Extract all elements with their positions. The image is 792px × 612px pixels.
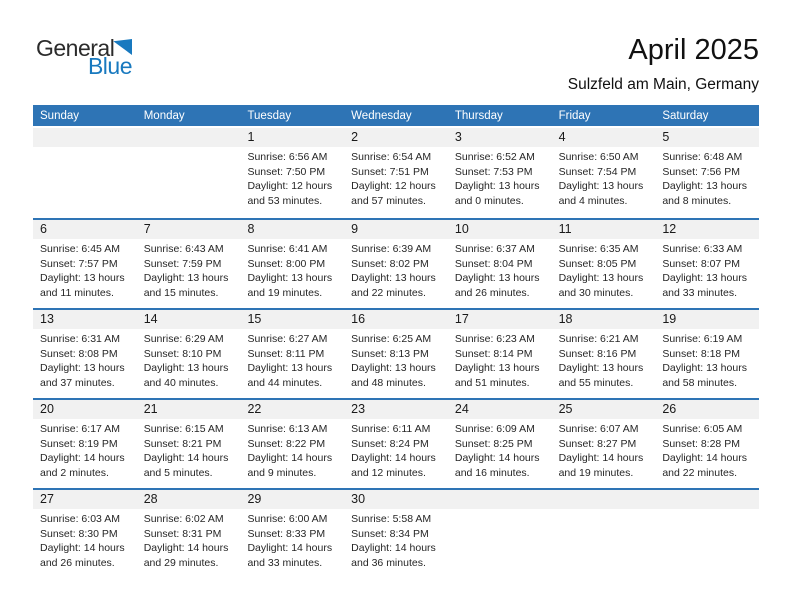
day-cell-20 (33, 400, 137, 488)
day-info (33, 147, 137, 150)
day-sunset-text: Sunset: 8:27 PM (558, 437, 637, 450)
day-cell-3 (448, 128, 552, 218)
day-daylight-text: Daylight: 13 hours and 22 minutes. (351, 272, 436, 299)
day-sunset-text: Sunset: 8:31 PM (143, 527, 222, 540)
day-sunrise-text: Sunrise: 6:15 AM (143, 423, 224, 435)
day-cell-empty (552, 490, 656, 578)
day-info (137, 419, 241, 480)
day-cell-10 (448, 220, 552, 308)
day-sunrise-text: Sunrise: 6:56 AM (247, 151, 328, 163)
day-sunset-text: Sunset: 8:28 PM (662, 437, 740, 450)
day-sunrise-text: Sunrise: 6:52 AM (454, 151, 535, 163)
day-sunset-text: Sunset: 8:02 PM (351, 257, 429, 270)
day-sunset-text: Sunset: 7:57 PM (40, 257, 118, 270)
day-sunrise-text: Sunrise: 5:58 AM (351, 513, 432, 525)
day-info (344, 329, 448, 390)
day-number: 30 (344, 490, 448, 509)
day-cell-26 (655, 400, 759, 488)
day-daylight-text: Daylight: 13 hours and 0 minutes. (454, 180, 540, 207)
day-info (240, 509, 344, 570)
day-number: 5 (655, 128, 759, 147)
day-info (655, 147, 759, 208)
day-number: 14 (137, 310, 241, 329)
day-sunset-text: Sunset: 7:56 PM (662, 165, 740, 178)
day-sunset-text: Sunset: 8:05 PM (558, 257, 637, 270)
day-number: 9 (344, 220, 448, 239)
day-cell-15 (240, 310, 344, 398)
day-info (137, 147, 241, 150)
day-daylight-text: Daylight: 13 hours and 11 minutes. (40, 272, 125, 299)
day-number: 12 (655, 220, 759, 239)
day-number: 23 (344, 400, 448, 419)
day-sunset-text: Sunset: 8:24 PM (351, 437, 429, 450)
logo-text-blue: Blue (87, 53, 132, 79)
day-number: 28 (137, 490, 241, 509)
day-sunset-text: Sunset: 7:51 PM (351, 165, 429, 178)
day-info (33, 509, 137, 570)
day-info (240, 419, 344, 480)
day-info (33, 239, 137, 300)
day-daylight-text: Daylight: 14 hours and 19 minutes. (558, 452, 644, 479)
day-info (240, 329, 344, 390)
day-sunrise-text: Sunrise: 6:00 AM (247, 513, 328, 525)
day-sunset-text: Sunset: 8:04 PM (454, 257, 533, 270)
weeks-container (33, 128, 759, 578)
calendar-grid (33, 105, 759, 578)
day-number: 8 (240, 220, 344, 239)
day-cell-empty (655, 490, 759, 578)
day-number: 22 (240, 400, 344, 419)
day-sunrise-text: Sunrise: 6:03 AM (40, 513, 120, 525)
day-sunrise-text: Sunrise: 6:05 AM (662, 423, 743, 435)
day-cell-7 (137, 220, 241, 308)
day-info (344, 509, 448, 570)
day-info (448, 147, 552, 208)
day-number: 2 (344, 128, 448, 147)
day-sunset-text: Sunset: 8:18 PM (662, 347, 740, 360)
day-sunset-text: Sunset: 8:16 PM (558, 347, 637, 360)
day-sunset-text: Sunset: 8:08 PM (40, 347, 118, 360)
day-cell-17 (448, 310, 552, 398)
day-info (552, 147, 656, 208)
day-sunrise-text: Sunrise: 6:54 AM (351, 151, 432, 163)
week-row (33, 128, 759, 218)
day-info (137, 239, 241, 300)
day-sunset-text: Sunset: 8:33 PM (247, 527, 326, 540)
page-subtitle: Sulzfeld am Main, Germany (567, 76, 759, 93)
day-sunset-text: Sunset: 8:34 PM (351, 527, 429, 540)
day-sunset-text: Sunset: 7:54 PM (558, 165, 637, 178)
day-cell-4 (552, 128, 656, 218)
day-info (344, 239, 448, 300)
day-sunset-text: Sunset: 8:13 PM (351, 347, 429, 360)
day-number: 25 (552, 400, 656, 419)
day-sunrise-text: Sunrise: 6:09 AM (454, 423, 535, 435)
day-sunrise-text: Sunrise: 6:33 AM (662, 243, 743, 255)
day-daylight-text: Daylight: 12 hours and 53 minutes. (247, 180, 333, 207)
day-daylight-text: Daylight: 14 hours and 16 minutes. (454, 452, 540, 479)
day-number: 15 (240, 310, 344, 329)
day-number: 29 (240, 490, 344, 509)
day-sunrise-text: Sunrise: 6:27 AM (247, 333, 328, 345)
day-sunrise-text: Sunrise: 6:29 AM (143, 333, 224, 345)
page-title: April 2025 (628, 34, 759, 66)
day-daylight-text: Daylight: 14 hours and 2 minutes. (40, 452, 125, 479)
day-info (137, 329, 241, 390)
day-sunrise-text: Sunrise: 6:21 AM (558, 333, 639, 345)
day-number: 10 (448, 220, 552, 239)
day-daylight-text: Daylight: 13 hours and 26 minutes. (454, 272, 540, 299)
day-number (655, 490, 759, 509)
day-sunset-text: Sunset: 7:50 PM (247, 165, 326, 178)
week-row (33, 308, 759, 398)
day-cell-13 (33, 310, 137, 398)
day-info (655, 329, 759, 390)
day-number: 7 (137, 220, 241, 239)
day-cell-23 (344, 400, 448, 488)
day-number: 1 (240, 128, 344, 147)
day-number: 21 (137, 400, 241, 419)
day-cell-29 (240, 490, 344, 578)
day-cell-5 (655, 128, 759, 218)
day-sunset-text: Sunset: 8:11 PM (247, 347, 325, 360)
day-number: 11 (552, 220, 656, 239)
day-cell-8 (240, 220, 344, 308)
day-sunset-text: Sunset: 8:25 PM (454, 437, 533, 450)
weekday-header-saturday: Saturday (662, 109, 709, 122)
day-number: 6 (33, 220, 137, 239)
day-info (552, 419, 656, 480)
day-number: 13 (33, 310, 137, 329)
day-daylight-text: Daylight: 12 hours and 57 minutes. (351, 180, 436, 207)
day-cell-14 (137, 310, 241, 398)
day-cell-12 (655, 220, 759, 308)
week-row (33, 488, 759, 578)
day-daylight-text: Daylight: 14 hours and 33 minutes. (247, 542, 333, 569)
day-daylight-text: Daylight: 14 hours and 26 minutes. (40, 542, 125, 569)
day-info (137, 509, 241, 570)
day-cell-1 (240, 128, 344, 218)
day-info (448, 329, 552, 390)
weekday-header-sunday: Sunday (40, 109, 80, 122)
weekday-header-wednesday: Wednesday (351, 109, 412, 122)
day-daylight-text: Daylight: 14 hours and 36 minutes. (351, 542, 436, 569)
day-sunset-text: Sunset: 7:53 PM (454, 165, 533, 178)
day-sunrise-text: Sunrise: 6:11 AM (351, 423, 431, 435)
day-number (448, 490, 552, 509)
day-info (344, 147, 448, 208)
week-row (33, 218, 759, 308)
day-info (33, 329, 137, 390)
day-info (552, 329, 656, 390)
day-sunrise-text: Sunrise: 6:23 AM (454, 333, 535, 345)
day-sunrise-text: Sunrise: 6:37 AM (454, 243, 535, 255)
day-cell-19 (655, 310, 759, 398)
day-sunrise-text: Sunrise: 6:13 AM (247, 423, 328, 435)
day-number: 26 (655, 400, 759, 419)
day-sunset-text: Sunset: 8:22 PM (247, 437, 326, 450)
day-cell-9 (344, 220, 448, 308)
day-info (448, 419, 552, 480)
day-cell-2 (344, 128, 448, 218)
day-daylight-text: Daylight: 13 hours and 19 minutes. (247, 272, 333, 299)
day-sunset-text: Sunset: 8:14 PM (454, 347, 533, 360)
day-sunrise-text: Sunrise: 6:02 AM (143, 513, 224, 525)
day-daylight-text: Daylight: 13 hours and 15 minutes. (143, 272, 229, 299)
week-row (33, 398, 759, 488)
logo-text-general: General (36, 35, 115, 61)
day-sunset-text: Sunset: 8:21 PM (143, 437, 222, 450)
day-info (552, 239, 656, 300)
day-number: 24 (448, 400, 552, 419)
day-daylight-text: Daylight: 13 hours and 55 minutes. (558, 362, 644, 389)
day-cell-11 (552, 220, 656, 308)
day-info (344, 419, 448, 480)
day-info (33, 419, 137, 480)
day-cell-empty (137, 128, 241, 218)
day-info (448, 509, 552, 512)
day-sunset-text: Sunset: 8:30 PM (40, 527, 118, 540)
day-info (655, 509, 759, 512)
weekday-header-thursday: Thursday (454, 109, 503, 122)
day-daylight-text: Daylight: 14 hours and 22 minutes. (662, 452, 747, 479)
day-cell-empty (448, 490, 552, 578)
day-cell-16 (344, 310, 448, 398)
day-cell-28 (137, 490, 241, 578)
day-daylight-text: Daylight: 13 hours and 37 minutes. (40, 362, 125, 389)
day-daylight-text: Daylight: 13 hours and 33 minutes. (662, 272, 747, 299)
day-number: 19 (655, 310, 759, 329)
day-number: 3 (448, 128, 552, 147)
day-sunrise-text: Sunrise: 6:25 AM (351, 333, 432, 345)
day-info (240, 239, 344, 300)
day-sunset-text: Sunset: 8:07 PM (662, 257, 740, 270)
day-cell-empty (33, 128, 137, 218)
day-cell-22 (240, 400, 344, 488)
day-number: 18 (552, 310, 656, 329)
day-sunrise-text: Sunrise: 6:19 AM (662, 333, 743, 345)
day-daylight-text: Daylight: 14 hours and 12 minutes. (351, 452, 436, 479)
day-daylight-text: Daylight: 14 hours and 29 minutes. (143, 542, 229, 569)
day-sunrise-text: Sunrise: 6:41 AM (247, 243, 328, 255)
weekday-header-friday: Friday (558, 109, 591, 122)
day-sunrise-text: Sunrise: 6:31 AM (40, 333, 120, 345)
day-daylight-text: Daylight: 13 hours and 44 minutes. (247, 362, 333, 389)
day-daylight-text: Daylight: 13 hours and 48 minutes. (351, 362, 436, 389)
day-cell-27 (33, 490, 137, 578)
day-info (240, 147, 344, 208)
day-sunrise-text: Sunrise: 6:39 AM (351, 243, 432, 255)
day-info (655, 239, 759, 300)
day-number: 17 (448, 310, 552, 329)
day-daylight-text: Daylight: 13 hours and 51 minutes. (454, 362, 540, 389)
day-sunrise-text: Sunrise: 6:17 AM (40, 423, 120, 435)
day-cell-6 (33, 220, 137, 308)
day-sunset-text: Sunset: 8:19 PM (40, 437, 118, 450)
day-daylight-text: Daylight: 13 hours and 30 minutes. (558, 272, 644, 299)
day-daylight-text: Daylight: 14 hours and 9 minutes. (247, 452, 333, 479)
day-sunrise-text: Sunrise: 6:50 AM (558, 151, 639, 163)
day-daylight-text: Daylight: 13 hours and 4 minutes. (558, 180, 644, 207)
weekday-header-monday: Monday (143, 109, 185, 122)
day-sunset-text: Sunset: 8:00 PM (247, 257, 326, 270)
day-daylight-text: Daylight: 13 hours and 8 minutes. (662, 180, 747, 207)
day-cell-30 (344, 490, 448, 578)
day-sunrise-text: Sunrise: 6:45 AM (40, 243, 120, 255)
day-sunset-text: Sunset: 7:59 PM (143, 257, 222, 270)
day-number (137, 128, 241, 147)
weekday-header-tuesday: Tuesday (247, 109, 292, 122)
weekday-header-row (33, 105, 759, 126)
day-daylight-text: Daylight: 13 hours and 58 minutes. (662, 362, 747, 389)
day-number (33, 128, 137, 147)
day-daylight-text: Daylight: 14 hours and 5 minutes. (143, 452, 229, 479)
logo (36, 36, 132, 79)
day-cell-25 (552, 400, 656, 488)
day-sunset-text: Sunset: 8:10 PM (143, 347, 222, 360)
day-number: 16 (344, 310, 448, 329)
day-cell-24 (448, 400, 552, 488)
day-sunrise-text: Sunrise: 6:07 AM (558, 423, 639, 435)
day-number: 20 (33, 400, 137, 419)
day-sunrise-text: Sunrise: 6:48 AM (662, 151, 743, 163)
day-info (552, 509, 656, 512)
day-daylight-text: Daylight: 13 hours and 40 minutes. (143, 362, 229, 389)
day-info (448, 239, 552, 300)
day-number: 27 (33, 490, 137, 509)
day-number: 4 (552, 128, 656, 147)
day-sunrise-text: Sunrise: 6:35 AM (558, 243, 639, 255)
day-cell-18 (552, 310, 656, 398)
day-info (655, 419, 759, 480)
day-cell-21 (137, 400, 241, 488)
day-number (552, 490, 656, 509)
day-sunrise-text: Sunrise: 6:43 AM (143, 243, 224, 255)
